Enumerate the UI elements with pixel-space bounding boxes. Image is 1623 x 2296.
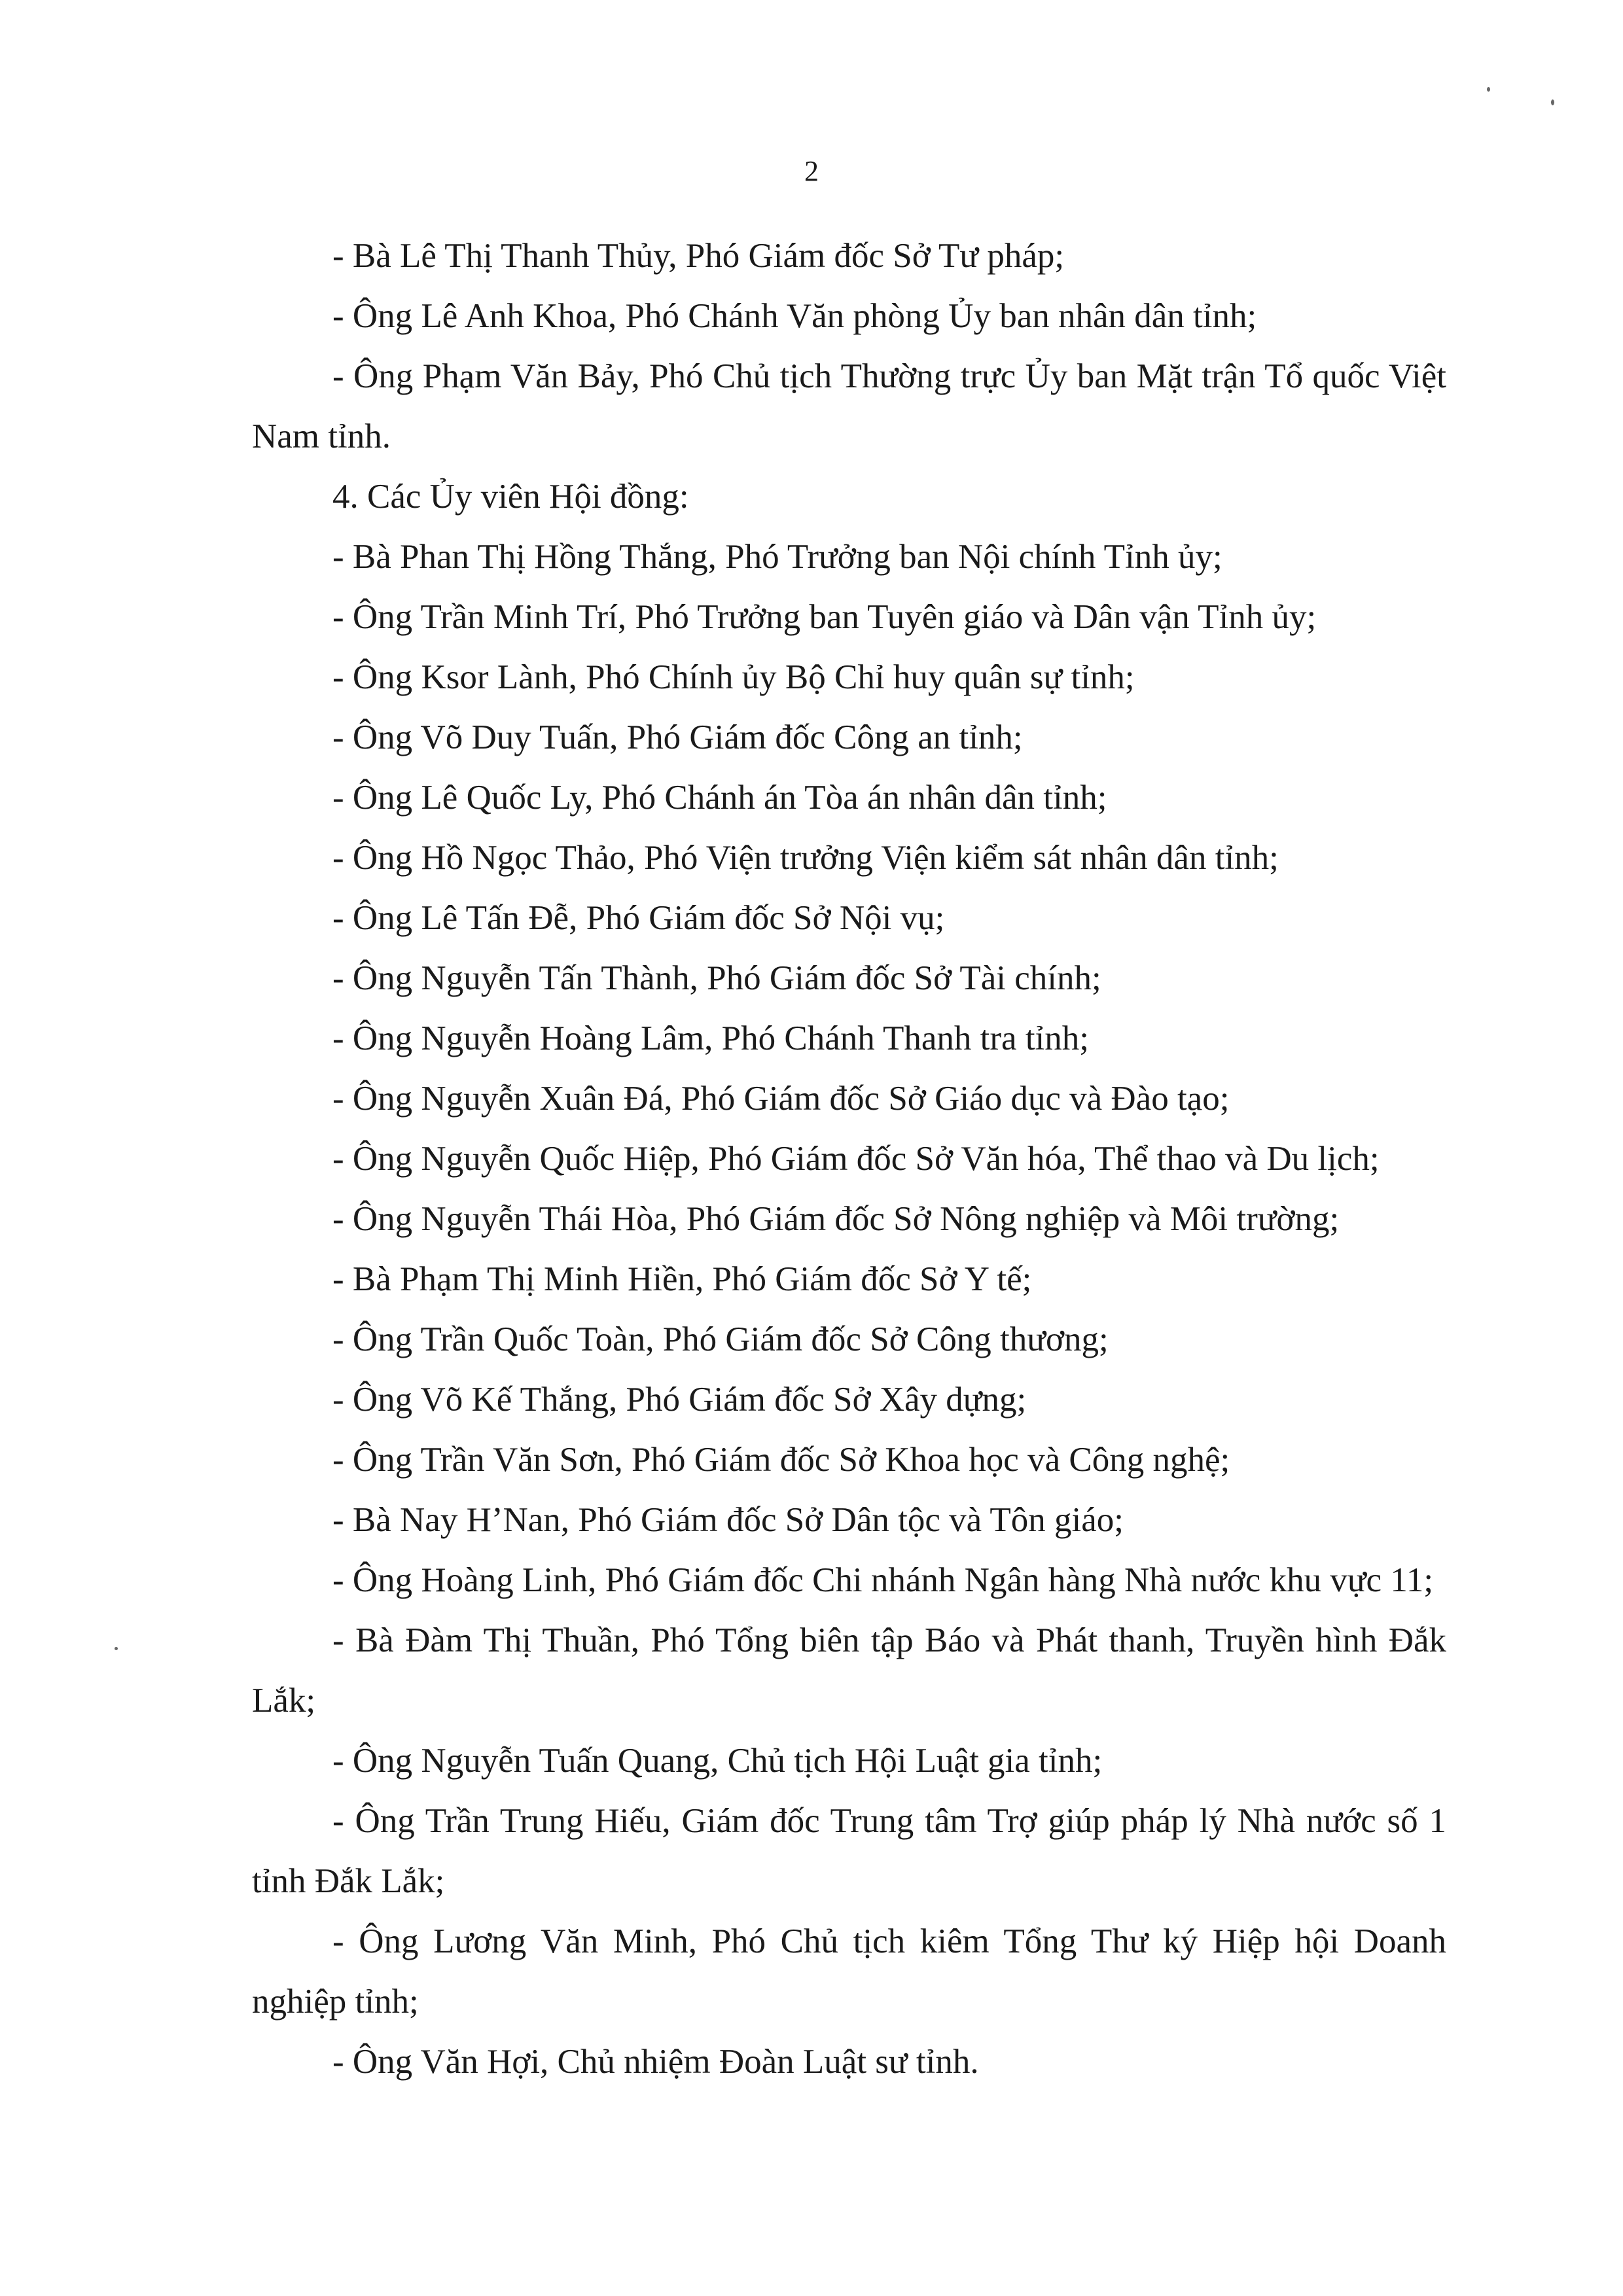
document-body	[252, 226, 1446, 2092]
member-line: - Ông Trần Trung Hiếu, Giám đốc Trung tâm Trợ giúp pháp lý Nhà nước số 1 tỉnh Đắk Lắk;	[252, 1802, 1446, 1900]
member-line: - Ông Nguyễn Quốc Hiệp, Phó Giám đốc Sở Văn hóa, Thể thao và Du lịch;	[332, 1140, 1380, 1178]
member-line: - Ông Hồ Ngọc Thảo, Phó Viện trưởng Viện kiểm sát nhân dân tỉnh;	[332, 839, 1279, 877]
scan-speck	[1551, 99, 1554, 105]
member-line: - Ông Lê Quốc Ly, Phó Chánh án Tòa án nhân dân tỉnh;	[332, 779, 1107, 817]
member-line: - Bà Phạm Thị Minh Hiền, Phó Giám đốc Sở Y tế;	[332, 1260, 1032, 1298]
section-heading: 4. Các Ủy viên Hội đồng:	[332, 478, 689, 516]
member-line: - Ông Trần Văn Sơn, Phó Giám đốc Sở Khoa học và Công nghệ;	[332, 1441, 1230, 1479]
member-line: - Ông Nguyễn Tuấn Quang, Chủ tịch Hội Luật gia tỉnh;	[332, 1742, 1103, 1780]
member-line: - Ông Hoàng Linh, Phó Giám đốc Chi nhánh Ngân hàng Nhà nước khu vực 11;	[332, 1561, 1434, 1599]
member-line: - Ông Nguyễn Hoàng Lâm, Phó Chánh Thanh tra tỉnh;	[332, 1019, 1090, 1057]
member-line: - Ông Nguyễn Tấn Thành, Phó Giám đốc Sở Tài chính;	[332, 959, 1101, 997]
scan-speck	[115, 1647, 118, 1650]
member-line: - Ông Trần Minh Trí, Phó Trưởng ban Tuyên giáo và Dân vận Tỉnh ủy;	[332, 598, 1317, 636]
scan-speck	[1487, 87, 1490, 92]
member-line: - Ông Lê Anh Khoa, Phó Chánh Văn phòng Ủy ban nhân dân tỉnh;	[332, 297, 1257, 335]
page-number: 2	[804, 155, 819, 187]
member-line: - Ông Võ Duy Tuấn, Phó Giám đốc Công an tỉnh;	[332, 718, 1023, 756]
member-line: - Ông Văn Hợi, Chủ nhiệm Đoàn Luật sư tỉnh.	[332, 2043, 979, 2081]
member-line: - Bà Nay H’Nan, Phó Giám đốc Sở Dân tộc và Tôn giáo;	[332, 1501, 1124, 1539]
member-line: - Bà Đàm Thị Thuần, Phó Tổng biên tập Báo và Phát thanh, Truyền hình Đắk Lắk;	[252, 1621, 1446, 1720]
member-line: - Ông Nguyễn Thái Hòa, Phó Giám đốc Sở Nông nghiệp và Môi trường;	[332, 1200, 1340, 1238]
member-line: - Ông Ksor Lành, Phó Chính ủy Bộ Chỉ huy quân sự tỉnh;	[332, 658, 1135, 696]
member-line: - Ông Phạm Văn Bảy, Phó Chủ tịch Thường trực Ủy ban Mặt trận Tổ quốc Việt Nam tỉnh.	[252, 357, 1446, 455]
member-line: - Ông Lương Văn Minh, Phó Chủ tịch kiêm Tổng Thư ký Hiệp hội Doanh nghiệp tỉnh;	[252, 1922, 1446, 2021]
member-line: - Ông Võ Kế Thắng, Phó Giám đốc Sở Xây dựng;	[332, 1381, 1027, 1419]
member-line: - Ông Trần Quốc Toàn, Phó Giám đốc Sở Công thương;	[332, 1320, 1109, 1358]
member-line: - Ông Nguyễn Xuân Đá, Phó Giám đốc Sở Giáo dục và Đào tạo;	[332, 1080, 1230, 1118]
member-line: - Bà Lê Thị Thanh Thủy, Phó Giám đốc Sở Tư pháp;	[332, 237, 1065, 275]
member-line: - Ông Lê Tấn Đễ, Phó Giám đốc Sở Nội vụ;	[332, 899, 945, 937]
member-line: - Bà Phan Thị Hồng Thắng, Phó Trưởng ban Nội chính Tỉnh ủy;	[332, 538, 1222, 576]
